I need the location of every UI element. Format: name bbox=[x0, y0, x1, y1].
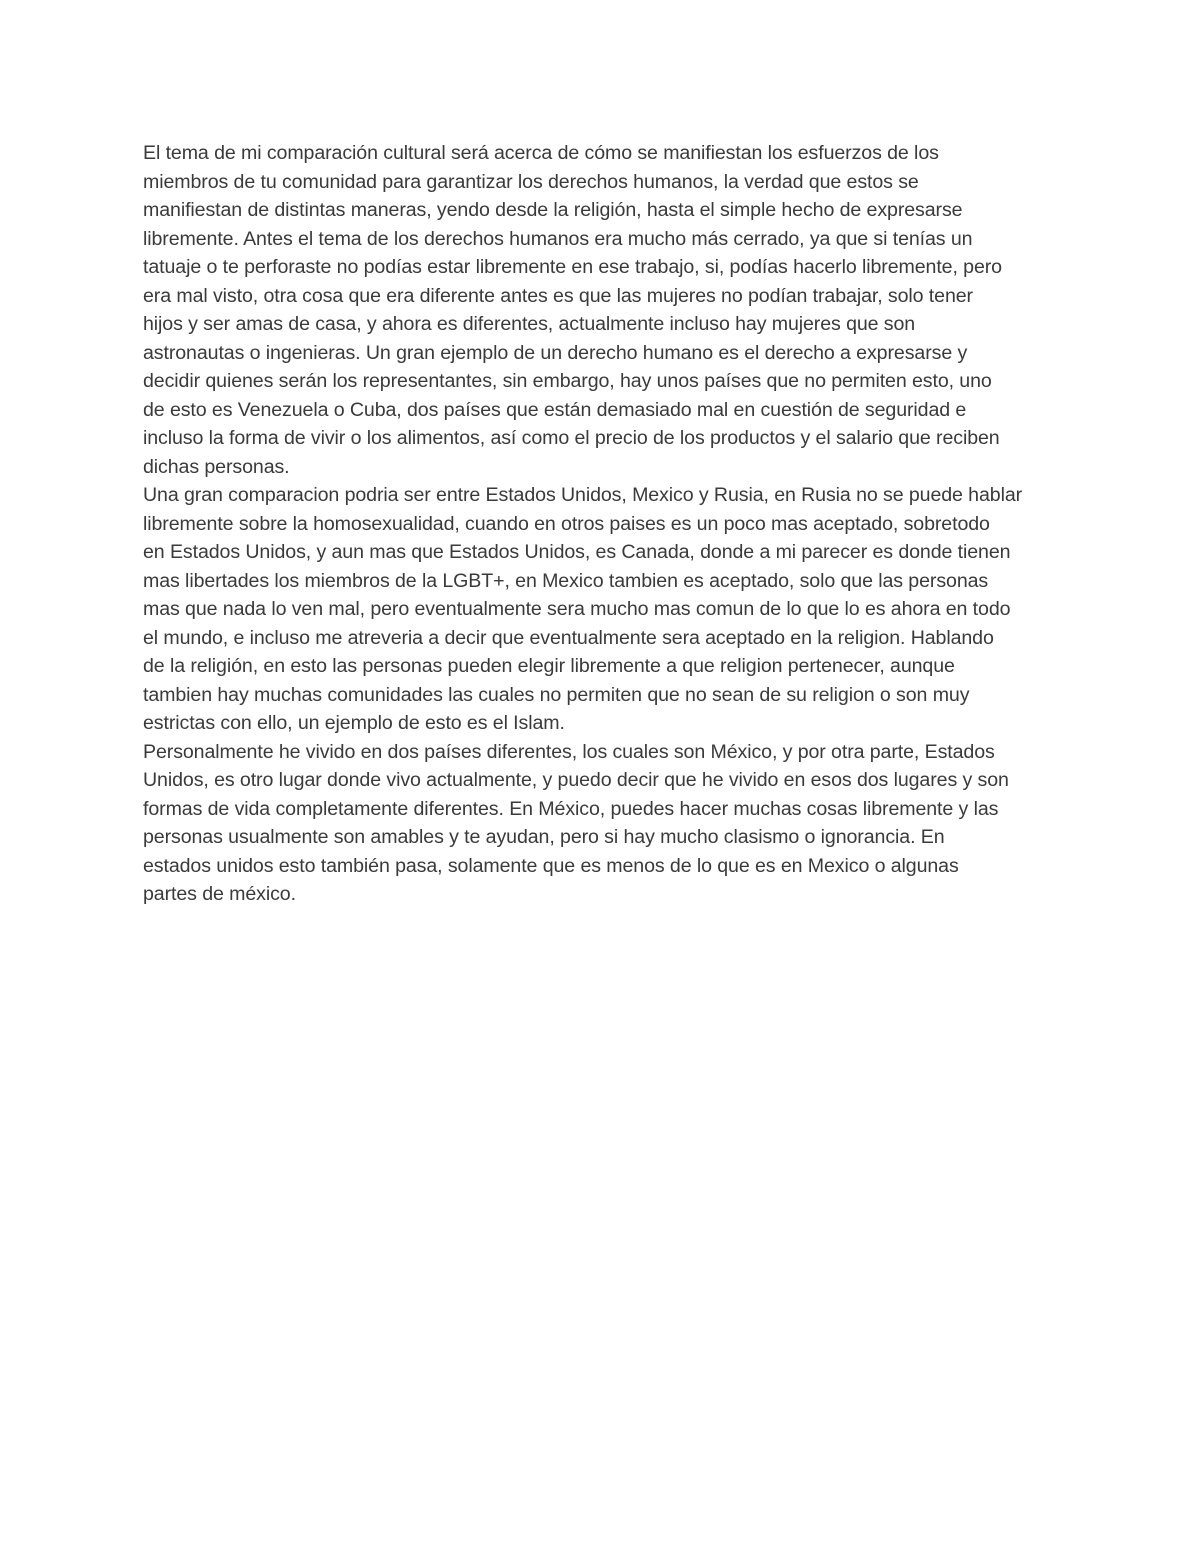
paragraph-line: libremente sobre la homosexualidad, cuando en otros paises es un poco mas aceptado, sobretodo bbox=[143, 512, 990, 535]
paragraph-line: partes de méxico. bbox=[143, 883, 296, 905]
paragraph-line: miembros de tu comunidad para garantizar los derechos humanos, la verdad que estos se bbox=[143, 170, 919, 193]
paragraph-line: formas de vida completamente diferentes. En México, puedes hacer muchas cosas libremente y las bbox=[143, 797, 999, 820]
paragraph-line: dichas personas. bbox=[143, 455, 290, 478]
paragraph-line: manifiestan de distintas maneras, yendo desde la religión, hasta el simple hecho de expresarse bbox=[143, 199, 963, 221]
document-body bbox=[143, 139, 1073, 909]
paragraph-line: Unidos, es otro lugar donde vivo actualmente, y puedo decir que he vivido en esos dos lugares y son bbox=[143, 769, 1009, 791]
paragraph-line: de la religión, en esto las personas pueden elegir libremente a que religion pertenecer, aunque bbox=[143, 655, 955, 677]
paragraph-line: libremente. Antes el tema de los derechos humanos era mucho más cerrado, ya que si tenías un bbox=[143, 227, 973, 250]
paragraph-line: tambien hay muchas comunidades las cuales no permiten que no sean de su religion o son muy bbox=[143, 683, 970, 706]
paragraph-line: estrictas con ello, un ejemplo de esto es el Islam. bbox=[143, 712, 565, 734]
paragraph-line: astronautas o ingenieras. Un gran ejemplo de un derecho humano es el derecho a expresarse y bbox=[143, 341, 968, 364]
paragraph-line: hijos y ser amas de casa, y ahora es diferentes, actualmente incluso hay mujeres que son bbox=[143, 313, 916, 335]
paragraph-line: incluso la forma de vivir o los alimentos, así como el precio de los productos y el salario que reciben bbox=[143, 427, 1000, 449]
paragraph-line: Una gran comparacion podria ser entre Estados Unidos, Mexico y Rusia, en Rusia no se puede hablar bbox=[143, 484, 1023, 506]
paragraph-line: mas libertades los miembros de la LGBT+, en Mexico tambien es aceptado, solo que las personas bbox=[143, 569, 989, 592]
paragraph-line: mas que nada lo ven mal, pero eventualmente sera mucho mas comun de lo que lo es ahora en todo bbox=[143, 598, 1011, 620]
paragraph-line: tatuaje o te perforaste no podías estar libremente en ese trabajo, si, podías hacerlo libremente, pero bbox=[143, 256, 1002, 278]
paragraph-line: Personalmente he vivido en dos países diferentes, los cuales son México, y por otra parte, Estados bbox=[143, 740, 995, 763]
paragraph-line: estados unidos esto también pasa, solamente que es menos de lo que es en Mexico o algunas bbox=[143, 854, 959, 877]
paragraph-line: era mal visto, otra cosa que era diferente antes es que las mujeres no podían trabajar, solo tener bbox=[143, 284, 973, 307]
paragraph-line: en Estados Unidos, y aun mas que Estados Unidos, es Canada, donde a mi parecer es donde tienen bbox=[143, 541, 1011, 563]
paragraph-line: personas usualmente son amables y te ayudan, pero si hay mucho clasismo o ignorancia. En bbox=[143, 826, 945, 848]
paragraph-line: de esto es Venezuela o Cuba, dos países que están demasiado mal en cuestión de seguridad e bbox=[143, 398, 967, 421]
paragraph-line: El tema de mi comparación cultural será acerca de cómo se manifiestan los esfuerzos de los bbox=[143, 142, 939, 164]
paragraph-line: decidir quienes serán los representantes, sin embargo, hay unos países que no permiten esto, uno bbox=[143, 370, 992, 392]
paragraph-line: el mundo, e incluso me atreveria a decir que eventualmente sera aceptado en la religion. Hablando bbox=[143, 626, 994, 649]
